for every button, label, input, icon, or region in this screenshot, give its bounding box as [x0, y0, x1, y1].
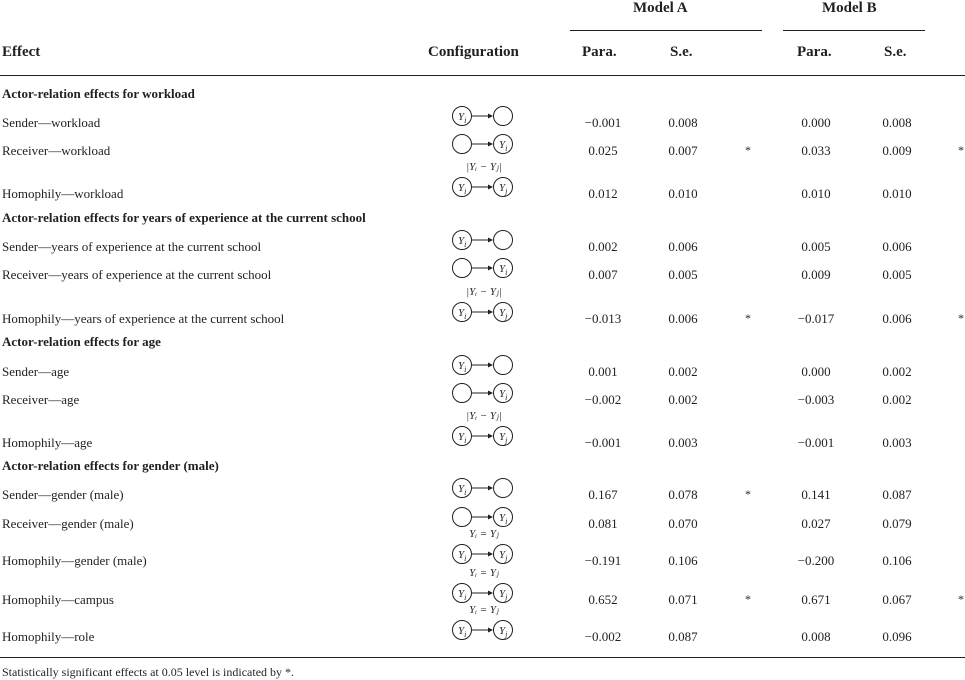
model-b-standard-error: 0.002: [882, 364, 912, 379]
model-a-parameter: 0.652: [588, 592, 618, 607]
receiver-configuration-diagram: [452, 133, 516, 155]
node-i-label: $Y_i$: [458, 431, 467, 445]
model-b-standard-error: 0.087: [882, 487, 912, 502]
node-i-label: $Y_i$: [458, 111, 467, 125]
model-b-parameter: 0.033: [801, 143, 831, 158]
model-b-standard-error: 0.006: [882, 239, 912, 254]
model-b-significance-marker: *: [958, 143, 964, 157]
header-rule: [0, 75, 965, 76]
arrow-head: [488, 114, 493, 119]
effect-name: Receiver—years of experience at the current school: [2, 267, 272, 282]
node-j-label: $Y_j$: [499, 431, 508, 445]
model-a-standard-error: 0.010: [668, 186, 698, 201]
arrow-head: [488, 310, 493, 315]
model-a-standard-error: 0.006: [668, 311, 698, 326]
effect-name: Homophily—years of experience at the current school: [2, 311, 285, 326]
equality-label: Yᵢ = Yⱼ: [469, 567, 499, 579]
node-j-label: $Y_i$: [499, 139, 508, 153]
footnote: Statistically significant effects at 0.05 level is indicated by *.: [2, 665, 295, 679]
node-i: [453, 259, 472, 278]
effect-name: Homophily—role: [2, 629, 95, 644]
model-b-standard-error: 0.002: [882, 392, 912, 407]
model-a-standard-error: 0.002: [668, 392, 698, 407]
arrow-head: [488, 486, 493, 491]
model-b-standard-error: 0.096: [882, 629, 912, 644]
absolute-difference-label: |Yᵢ − Yⱼ|: [466, 410, 502, 422]
node-j: [494, 107, 513, 126]
model-a-header: Model A: [633, 0, 688, 16]
model-a-parameter: −0.002: [584, 392, 622, 407]
arrow-head: [488, 142, 493, 147]
homophily-eq-configuration-diagram: [452, 582, 516, 604]
model-b-parameter: 0.010: [801, 186, 831, 201]
absolute-difference-label: |Yᵢ − Yⱼ|: [466, 286, 502, 298]
model-b-parameter: 0.005: [801, 239, 831, 254]
model-a-significance-marker: *: [745, 311, 751, 325]
model-a-standard-error: 0.106: [668, 553, 698, 568]
effect-name: Sender—workload: [2, 115, 101, 130]
node-j-label: $Y_i$: [499, 263, 508, 277]
model-b-para-header: Para.: [797, 44, 832, 60]
model-a-parameter: 0.002: [588, 239, 618, 254]
model-b-parameter: 0.000: [801, 115, 831, 130]
homophily-eq-configuration-diagram: [452, 543, 516, 565]
arrow-head: [488, 363, 493, 368]
model-b-parameter: 0.008: [801, 629, 831, 644]
model-a-standard-error: 0.078: [668, 487, 698, 502]
model-b-significance-marker: *: [958, 592, 964, 606]
model-a-standard-error: 0.070: [668, 516, 698, 531]
node-j-label: $Y_i$: [499, 388, 508, 402]
model-b-parameter: −0.200: [797, 553, 835, 568]
model-a-standard-error: 0.008: [668, 115, 698, 130]
model-a-parameter: −0.191: [584, 553, 622, 568]
arrow-head: [488, 391, 493, 396]
model-a-parameter: 0.001: [588, 364, 618, 379]
node-j-label: $Y_i$: [499, 512, 508, 526]
model-b-standard-error: 0.079: [882, 516, 912, 531]
model-b-standard-error: 0.106: [882, 553, 912, 568]
sender-configuration-diagram: [452, 229, 516, 251]
effect-name: Homophily—age: [2, 435, 93, 450]
model-a-standard-error: 0.005: [668, 267, 698, 282]
receiver-configuration-diagram: [452, 506, 516, 528]
bottom-rule: [0, 657, 965, 658]
model-a-standard-error: 0.003: [668, 435, 698, 450]
effect-name: Homophily—campus: [2, 592, 114, 607]
equality-label: Yᵢ = Yⱼ: [469, 528, 499, 540]
model-a-standard-error: 0.071: [668, 592, 698, 607]
receiver-configuration-diagram: [452, 257, 516, 279]
arrow-head: [488, 591, 493, 596]
model-b-parameter: −0.017: [797, 311, 835, 326]
model-a-significance-marker: *: [745, 143, 751, 157]
node-i: [453, 384, 472, 403]
sender-configuration-diagram: [452, 477, 516, 499]
node-i-label: $Y_i$: [458, 182, 467, 196]
section-title: Actor-relation effects for years of experience at the current school: [2, 210, 366, 225]
node-i-label: $Y_i$: [458, 307, 467, 321]
equality-label: Yᵢ = Yⱼ: [469, 604, 499, 616]
configuration-column-header: Configuration: [428, 44, 519, 60]
node-j-label: $Y_j$: [499, 182, 508, 196]
section-title: Actor-relation effects for gender (male): [2, 458, 219, 473]
model-b-parameter: −0.001: [797, 435, 835, 450]
effect-name: Receiver—gender (male): [2, 516, 134, 531]
node-j-label: $Y_j$: [499, 625, 508, 639]
model-b-significance-marker: *: [958, 311, 964, 325]
model-a-standard-error: 0.007: [668, 143, 698, 158]
model-b-standard-error: 0.067: [882, 592, 912, 607]
model-a-parameter: −0.013: [584, 311, 622, 326]
effect-name: Sender—age: [2, 364, 70, 379]
model-b-header: Model B: [822, 0, 877, 16]
effect-name: Receiver—age: [2, 392, 80, 407]
model-a-parameter: −0.001: [584, 435, 622, 450]
homophily-diff-configuration-diagram: [452, 425, 516, 447]
section-title: Actor-relation effects for workload: [2, 86, 195, 101]
model-b-parameter: 0.009: [801, 267, 831, 282]
effect-name: Receiver—workload: [2, 143, 111, 158]
model-a-standard-error: 0.002: [668, 364, 698, 379]
effect-name: Sender—gender (male): [2, 487, 124, 502]
effect-column-header: Effect: [2, 44, 41, 60]
model-a-significance-marker: *: [745, 592, 751, 606]
arrow-head: [488, 434, 493, 439]
model-b-parameter: 0.141: [801, 487, 831, 502]
model-a-parameter: 0.007: [588, 267, 618, 282]
node-i-label: $Y_i$: [458, 625, 467, 639]
node-j: [494, 231, 513, 250]
model-a-standard-error: 0.006: [668, 239, 698, 254]
effect-name: Homophily—gender (male): [2, 553, 147, 568]
node-i: [453, 135, 472, 154]
model-a-parameter: −0.002: [584, 629, 622, 644]
absolute-difference-label: |Yᵢ − Yⱼ|: [466, 161, 502, 173]
model-b-parameter: −0.003: [797, 392, 835, 407]
model-b-standard-error: 0.003: [882, 435, 912, 450]
arrow-head: [488, 238, 493, 243]
node-j-label: $Y_j$: [499, 307, 508, 321]
model-b-parameter: 0.671: [801, 592, 831, 607]
effect-name: Homophily—workload: [2, 186, 124, 201]
model-b-standard-error: 0.008: [882, 115, 912, 130]
node-j-label: $Y_j$: [499, 549, 508, 563]
model-a-parameter: 0.167: [588, 487, 618, 502]
node-i-label: $Y_i$: [458, 588, 467, 602]
model-b-rule: [783, 30, 925, 31]
model-b-parameter: 0.000: [801, 364, 831, 379]
node-j: [494, 479, 513, 498]
model-a-significance-marker: *: [745, 487, 751, 501]
node-j-label: $Y_j$: [499, 588, 508, 602]
model-a-parameter: 0.025: [588, 143, 618, 158]
model-b-standard-error: 0.006: [882, 311, 912, 326]
section-title: Actor-relation effects for age: [2, 334, 161, 349]
model-a-standard-error: 0.087: [668, 629, 698, 644]
model-b-standard-error: 0.005: [882, 267, 912, 282]
sender-configuration-diagram: [452, 105, 516, 127]
receiver-configuration-diagram: [452, 382, 516, 404]
model-b-standard-error: 0.009: [882, 143, 912, 158]
arrow-head: [488, 266, 493, 271]
model-a-para-header: Para.: [582, 44, 617, 60]
model-b-se-header: S.e.: [884, 44, 907, 60]
node-i: [453, 508, 472, 527]
model-a-parameter: −0.001: [584, 115, 622, 130]
homophily-eq-configuration-diagram: [452, 619, 516, 641]
homophily-diff-configuration-diagram: [452, 301, 516, 323]
model-a-se-header: S.e.: [670, 44, 693, 60]
homophily-diff-configuration-diagram: [452, 176, 516, 198]
arrow-head: [488, 515, 493, 520]
effect-name: Sender—years of experience at the current school: [2, 239, 262, 254]
arrow-head: [488, 552, 493, 557]
node-i-label: $Y_i$: [458, 483, 467, 497]
arrow-head: [488, 185, 493, 190]
sender-configuration-diagram: [452, 354, 516, 376]
model-a-rule: [570, 30, 762, 31]
node-i-label: $Y_i$: [458, 549, 467, 563]
node-j: [494, 356, 513, 375]
model-a-parameter: 0.012: [588, 186, 618, 201]
model-a-parameter: 0.081: [588, 516, 618, 531]
arrow-head: [488, 628, 493, 633]
model-b-standard-error: 0.010: [882, 186, 912, 201]
model-b-parameter: 0.027: [801, 516, 831, 531]
node-i-label: $Y_i$: [458, 360, 467, 374]
node-i-label: $Y_i$: [458, 235, 467, 249]
